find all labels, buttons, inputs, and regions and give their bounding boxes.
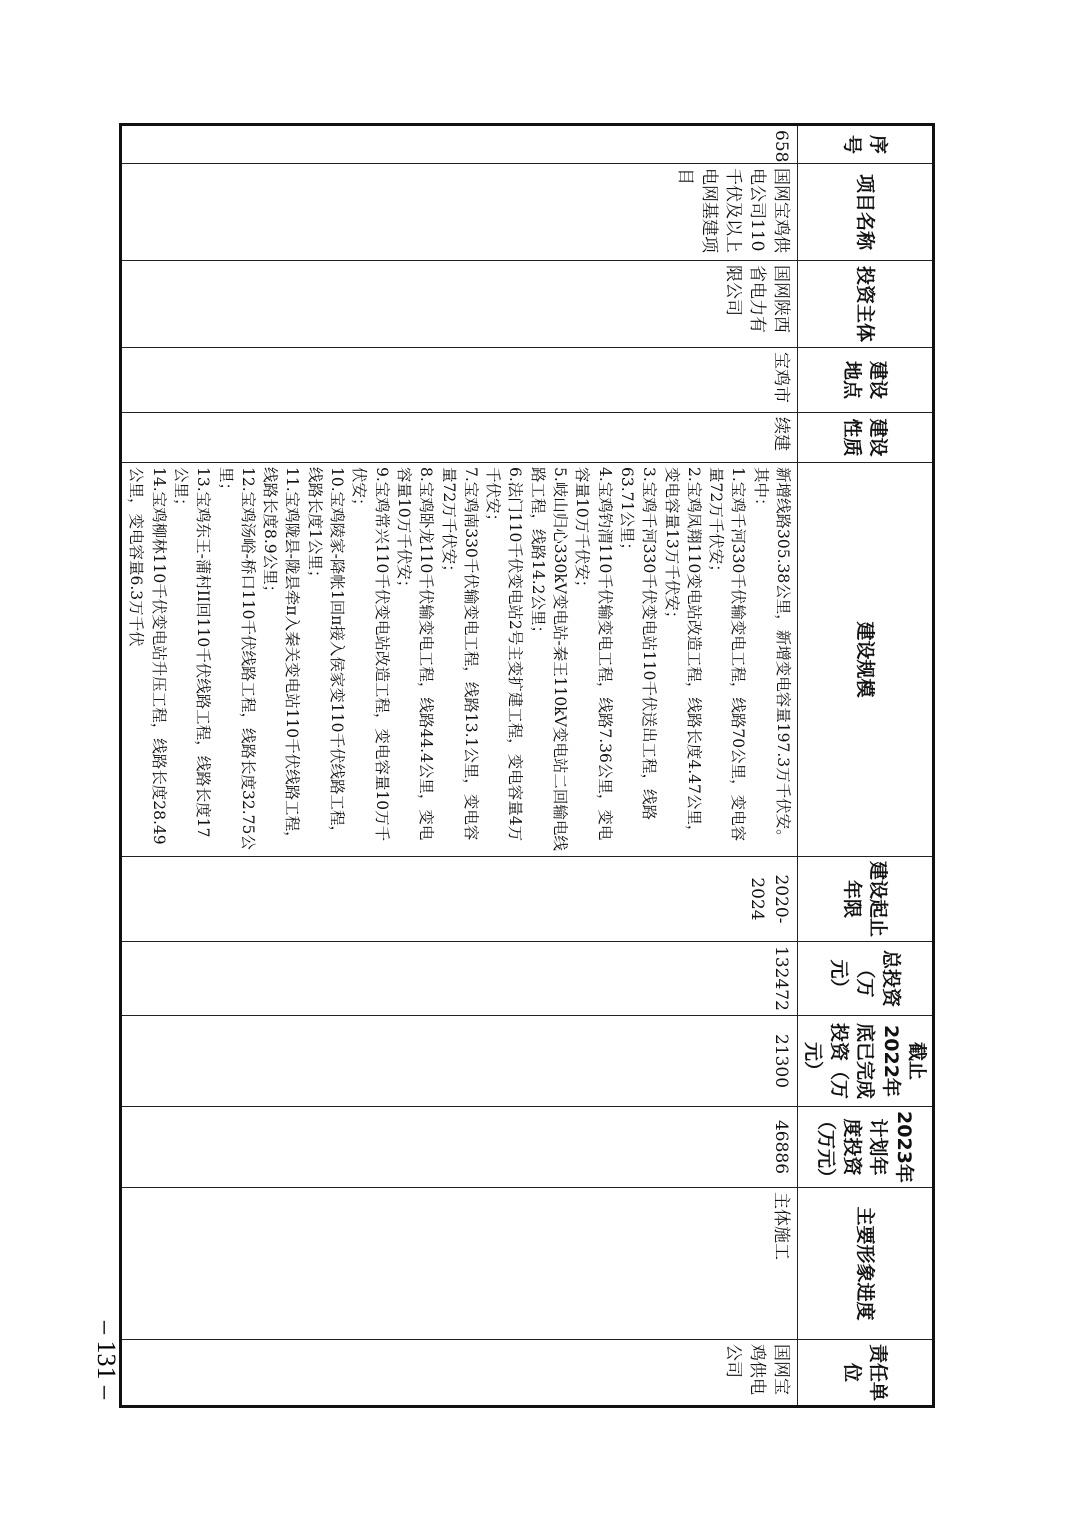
cell-total-investment: 132472: [121, 942, 798, 1016]
header-investor: 投资主体: [798, 261, 934, 348]
cell-completed-investment: 21300: [121, 1016, 798, 1107]
cell-period: 2020-2024: [121, 857, 798, 942]
cell-project-name: 国网宝鸡供电公司110千伏及以上电网基建项目: [121, 164, 798, 261]
scale-line: 其中：: [751, 467, 770, 514]
header-progress: 主要形象进度: [798, 1188, 934, 1340]
header-location: 建设地点: [798, 348, 934, 413]
scale-line: 7.宝鸡南330千伏输变电工程，线路13.1公里，变电容量72万千伏安；: [439, 467, 480, 841]
header-seq: 序号: [798, 125, 934, 164]
scale-line: 9.宝鸡常兴110千伏变电站改造工程，变电容量10万千伏安；: [350, 467, 391, 842]
cell-investor: 国网陕西省电力有限公司: [121, 261, 798, 348]
cell-seq: 658: [121, 125, 798, 164]
scale-line: 2.宝鸡凤翔110变电站改造工程，线路长度4.47公里，变电容量13万千伏安；: [662, 467, 703, 841]
project-table: [119, 123, 935, 1408]
scale-line: 6.法门110千伏变电站2号主变扩建工程，变电容量4万千伏安；: [484, 467, 525, 842]
scale-line: 8.宝鸡卧龙110千伏输变电工程，线路44.4公里，变电容量10万千伏安；: [394, 467, 436, 841]
cell-progress: 主体施工: [121, 1188, 798, 1340]
page-number: – 131 –: [92, 1321, 121, 1399]
scale-line: 5.岐山归心330kV变电站-秦王110kV变电站二回输电线路工程，线路14.2公里；: [528, 467, 570, 851]
cell-location: 宝鸡市: [121, 348, 798, 413]
cell-nature: 续建: [121, 413, 798, 463]
scale-line: 新增线路305.38公里，新增变电容量197.3万千伏安。: [774, 467, 792, 845]
cell-plan-2023: 46886: [121, 1107, 798, 1188]
scale-line: 4.宝鸡钓渭110千伏输变电工程，线路7.36公里，变电容量10万千伏安；: [573, 467, 614, 841]
table-row: [121, 125, 798, 1407]
header-responsible: 责任单位: [798, 1340, 934, 1407]
header-nature: 建设性质: [798, 413, 934, 463]
header-row: [798, 125, 934, 1407]
project-table-rotated: [127, 123, 935, 1405]
cell-responsible: 国网宝鸡供电公司: [121, 1340, 798, 1407]
cell-scale: [121, 463, 798, 857]
scale-line: 14.宝鸡柳林110千伏变电站升压工程，线路长度28.49公里，变电容量6.3万千伏: [127, 467, 168, 845]
scale-line: 13.宝鸡东王-蒲村II回110千伏线路工程，线路长度17公里；: [171, 467, 213, 838]
scale-line: 3.宝鸡千河330千伏变电站110千伏送出工程，线路63.71公里；: [617, 467, 659, 820]
scale-line: 1.宝鸡千河330千伏输变电工程，线路70公里，变电容量72万千伏安；: [707, 467, 748, 842]
header-scale: 建设规模: [798, 463, 934, 857]
scale-line: 12.宝鸡汤峪-桥口110千伏线路工程，线路长度32.75公里；: [216, 467, 257, 850]
header-completed-investment: 截止2022年底已完成投资（万元）: [798, 1016, 934, 1107]
scale-line: 11.宝鸡陇县-陇县牵π入秦关变电站110千伏线路工程，线路长度8.9公里；: [261, 467, 302, 847]
scale-line: 10.宝鸡陵家-降帐1回π接入侯家变110千伏线路工程，线路长度1公里；: [305, 467, 347, 842]
header-project-name: 项目名称: [798, 164, 934, 261]
header-period: 建设起止年限: [798, 857, 934, 942]
header-total-investment: 总投资（万元）: [798, 942, 934, 1016]
header-plan-2023: 2023年计划年度投资（万元）: [798, 1107, 934, 1188]
